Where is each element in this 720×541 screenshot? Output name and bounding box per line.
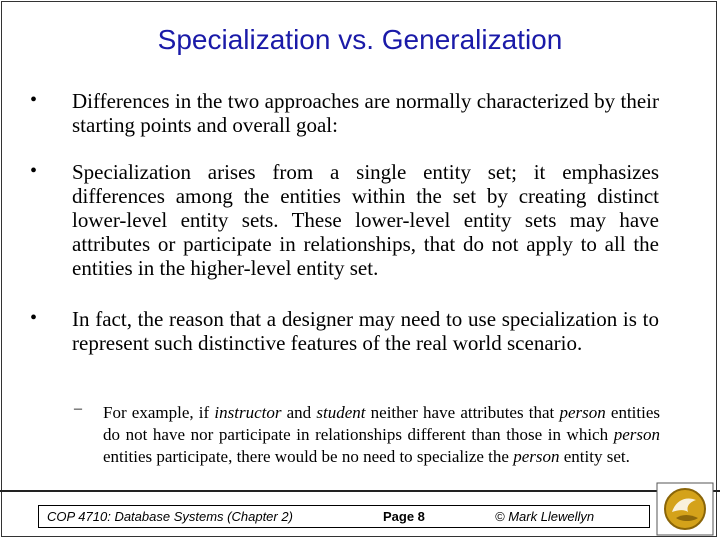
sub-bullet-text: For example, if instructor and student neither have attributes that person entities do not have nor participate in relationships different than those in which person entities participate, there would be no need to specialize the person entity set. <box>103 403 660 466</box>
sub-bullet-marker: – <box>74 400 82 417</box>
bullet-marker: • <box>30 89 38 111</box>
bullet-marker: • <box>30 307 38 329</box>
bullet-marker: • <box>30 160 38 182</box>
bullet-text-2: Specialization arises from a single entity set; it emphasizes differences among the entities within the set by creating distinct lower-level entity sets. These lower-level entity sets may have attributes or participate in relationships, that do not apply to all the entities in the higher-level entity set. <box>72 160 659 280</box>
footer-course: COP 4710: Database Systems (Chapter 2) <box>47 509 293 524</box>
footer-author: © Mark Llewellyn <box>495 509 595 524</box>
slide-title: Specialization vs. Generalization <box>157 24 563 55</box>
bullet-text-1: Differences in the two approaches are normally characterized by their starting points and overall goal: <box>72 89 659 137</box>
bullet-text-3: In fact, the reason that a designer may need to use specialization is to represent such distinctive features of the real world scenario. <box>72 307 659 355</box>
footer-divider <box>0 490 720 492</box>
ucf-pegasus-logo-icon <box>656 482 714 536</box>
footer-bar <box>38 505 650 528</box>
footer-page-number: Page 8 <box>383 509 425 524</box>
